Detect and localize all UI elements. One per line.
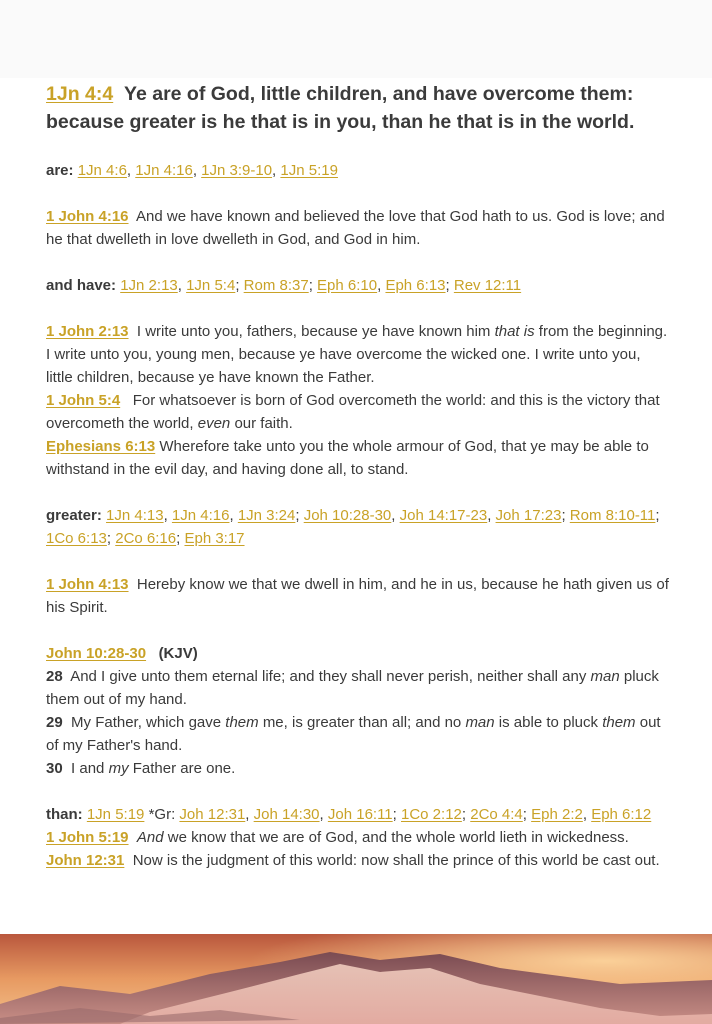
xref-link[interactable]: 1Jn 5:4 [186,277,236,294]
xref-link[interactable]: Joh 14:30 [253,806,320,823]
verse-number: 28 [46,668,63,685]
verse-1jn-5-19 [46,826,671,849]
xref-label: than: [46,806,83,823]
mountain-sunset-image [0,934,712,1024]
xref-link[interactable]: Joh 10:28-30 [303,507,392,524]
verse-text: pluck them out of my hand. [46,668,659,708]
verse-italic: And [136,829,164,846]
xref-link[interactable]: 1Jn 3:24 [237,507,296,524]
verse-text: I and [71,760,105,777]
xref-link[interactable]: 1Jn 2:13 [120,277,178,294]
xref-link[interactable]: 1Jn 4:16 [135,162,193,179]
verse-italic: them [225,714,259,731]
verse-ref-link[interactable]: Ephesians 6:13 [46,438,156,455]
verse-1jn-5-4 [46,389,671,435]
verse-text: our faith. [234,415,293,432]
xref-link[interactable]: Rev 12:11 [453,277,522,294]
version-label: (KJV) [158,645,198,662]
heading-ref-link[interactable]: 1Jn 4:4 [46,83,114,105]
verse-joh-12-31 [46,849,671,872]
xref-link[interactable]: 1Jn 4:6 [77,162,127,179]
xref-link[interactable]: 1Jn 3:9-10 [201,162,273,179]
verse-28 [46,665,671,711]
top-band [0,0,712,78]
verse-1jn-4-16 [46,205,671,251]
xref-and-have: and have: 1Jn 2:13, 1Jn 5:4; Rom 8:37; Eph 6:10, Eph 6:13; Rev 12:11 [46,277,522,294]
verse-text: Hereby know we that we dwell in him, and he in us, because he hath given us of his Spirit. [46,576,669,616]
xref-label: and have: [46,277,117,294]
verse-ref-link[interactable]: John 12:31 [46,852,125,869]
verse-italic: my [108,760,129,777]
verse-1jn-4-13 [46,573,671,619]
mountain-sunset-art [0,934,712,1024]
xref-link[interactable]: 1Jn 4:16 [171,507,230,524]
verse-italic: them [602,714,636,731]
verse-eph-6-13 [46,435,671,481]
verse-italic: man [465,714,495,731]
verse-text: Wherefore take unto you the whole armour of God, that ye may be able to withstand in the evil day, and having done all, to stand. [46,438,649,478]
verse-text: Now is the judgment of this world: now shall the prince of this world be cast out. [132,852,660,869]
xref-link[interactable]: Joh 16:11 [327,806,393,823]
verse-text: I write unto you, fathers, because ye have known him [136,323,491,340]
verse-29 [46,711,671,757]
verse-italic: man [590,668,620,685]
verse-ref-link[interactable]: 1 John 4:16 [46,208,129,225]
verse-text: And I give unto them eternal life; and they shall never perish, neither shall any [70,668,587,685]
verse-heading [46,80,671,136]
xref-link[interactable]: Eph 6:10 [317,277,378,294]
verse-text: For whatsoever is born of God overcometh the world: and this is the victory that overcometh the world, [46,392,660,432]
verse-text: My Father, which gave [71,714,222,731]
xref-link[interactable]: 1Jn 4:13 [106,507,164,524]
xref-link[interactable]: 1Jn 5:19 [86,806,145,823]
xref-link[interactable]: Eph 2:2 [531,806,583,823]
xref-link[interactable]: Eph 6:12 [591,806,652,823]
verse-text: from the beginning. I write unto you, young men, because ye have overcome the wicked one. I write unto you, little children, because ye have known the Father. [46,323,668,386]
verse-number: 29 [46,714,63,731]
verse-1jn-2-13 [46,320,671,389]
verse-text: we know that we are of God, and the whole world lieth in wickedness. [167,829,629,846]
xref-link[interactable]: 2Co 4:4 [470,806,523,823]
xref-label: greater: [46,507,102,524]
xref-link[interactable]: 1Co 2:12 [401,806,462,823]
verse-italic: even [197,415,231,432]
heading-text: Ye are of God, little children, and have overcome them: because greater is he that is in you, than he that is in the world. [46,83,635,133]
passage-ref-link[interactable]: John 10:28-30 [46,645,147,662]
verse-number: 30 [46,760,63,777]
xref-link[interactable]: Joh 12:31 [179,806,246,823]
verse-text: And we have known and believed the love that God hath to us. God is love; and he that dwelleth in love dwelleth in God, and God in him. [46,208,665,248]
study-content [46,80,671,872]
xref-greater: greater: 1Jn 4:13, 1Jn 4:16, 1Jn 3:24; Joh 10:28-30, Joh 14:17-23, Joh 17:23; Rom 8:10-11; 1Co 6:13; 2Co 6:16; Eph 3:17 [46,507,660,547]
xref-link[interactable]: Rom 8:10-11 [569,507,656,524]
xref-link[interactable]: 1Jn 5:19 [280,162,338,179]
xref-link[interactable]: Joh 17:23 [495,507,562,524]
xref-link[interactable]: Joh 14:17-23 [399,507,488,524]
verse-30 [46,757,671,780]
xref-than: than: 1Jn 5:19 *Gr: Joh 12:31, Joh 14:30, Joh 16:11; 1Co 2:12; 2Co 4:4; Eph 2:2, Eph 6:12 [46,806,652,823]
verse-ref-link[interactable]: 1 John 5:19 [46,829,129,846]
verse-italic: that is [494,323,535,340]
passage-header [46,642,671,665]
xref-label: are: [46,162,74,179]
verse-text: is able to pluck [498,714,599,731]
verse-ref-link[interactable]: 1 John 5:4 [46,392,121,409]
xref-link[interactable]: 1Co 6:13 [46,530,107,547]
verse-text: out of my Father's hand. [46,714,661,754]
xref-are: are: 1Jn 4:6, 1Jn 4:16, 1Jn 3:9-10, 1Jn 5:19 [46,162,338,179]
xref-link[interactable]: 2Co 6:16 [115,530,177,547]
verse-text: Father are one. [132,760,236,777]
greek-note: *Gr: [148,806,176,823]
xref-link[interactable]: Eph 3:17 [184,530,245,547]
verse-text: me, is greater than all; and no [262,714,462,731]
xref-link[interactable]: Rom 8:37 [243,277,309,294]
verse-ref-link[interactable]: 1 John 2:13 [46,323,129,340]
xref-link[interactable]: Eph 6:13 [385,277,446,294]
verse-ref-link[interactable]: 1 John 4:13 [46,576,129,593]
